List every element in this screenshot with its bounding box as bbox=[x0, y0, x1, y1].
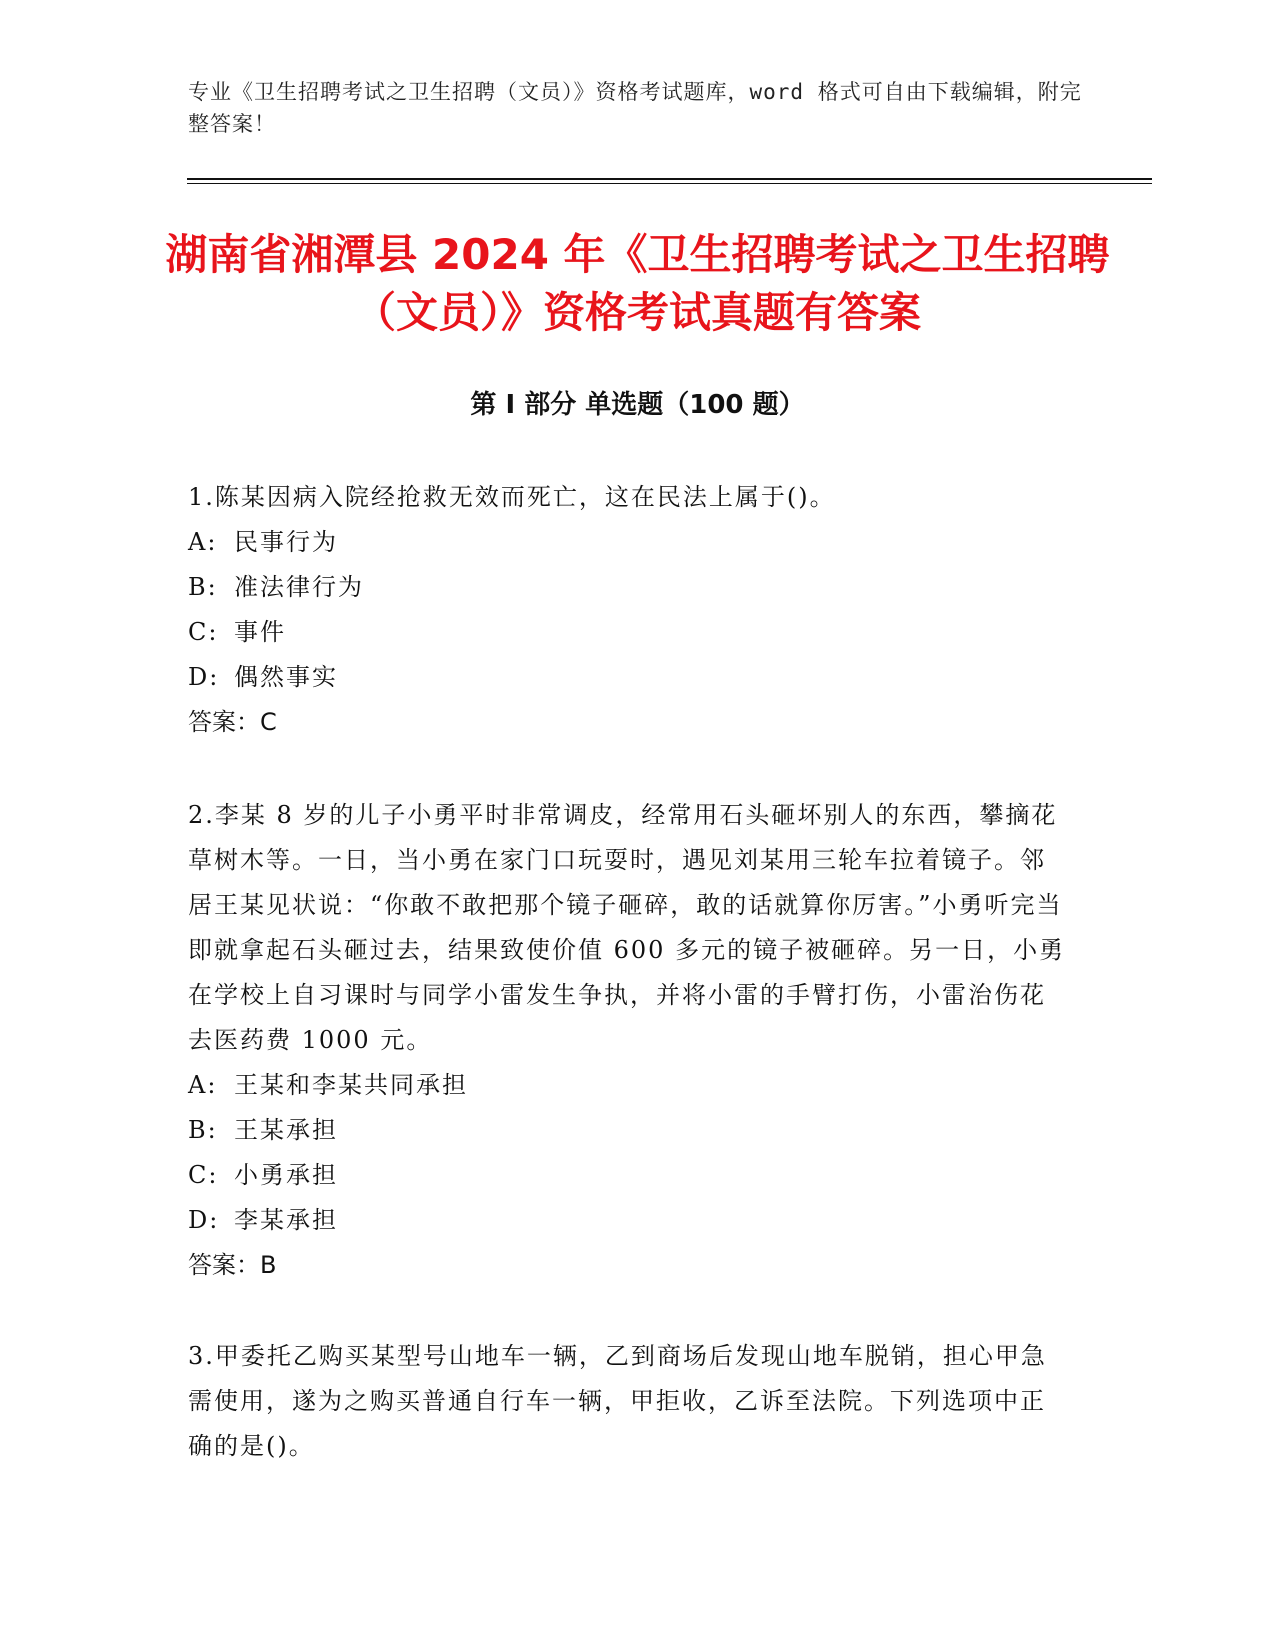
option-text: 民事行为 bbox=[234, 528, 338, 556]
option-letter: C: bbox=[188, 618, 219, 646]
section-title: 第 I 部分 单选题（100 题） bbox=[470, 390, 805, 420]
option-letter: B: bbox=[188, 573, 218, 601]
option-letter: D: bbox=[188, 1206, 220, 1234]
option-a bbox=[188, 1063, 1068, 1108]
option-letter: A: bbox=[188, 528, 218, 556]
option-text: 王某承担 bbox=[234, 1116, 338, 1144]
option-letter: A: bbox=[188, 1071, 218, 1099]
option-d bbox=[188, 655, 1068, 700]
option-b bbox=[188, 565, 1068, 610]
header-note: 专业《卫生招聘考试之卫生招聘（文员）》资格考试题库，word 格式可自由下载编辑，附完整答案！ bbox=[188, 80, 1082, 136]
question-2 bbox=[188, 793, 1068, 1288]
option-text: 小勇承担 bbox=[234, 1161, 338, 1189]
option-c bbox=[188, 1153, 1068, 1198]
answer-line: 答案：B bbox=[188, 1251, 277, 1279]
option-letter: B: bbox=[188, 1116, 218, 1144]
option-text: 偶然事实 bbox=[234, 663, 338, 691]
question-stem: 1.陈某因病入院经抢救无效而死亡，这在民法上属于()。 bbox=[188, 483, 836, 511]
option-letter: D: bbox=[188, 663, 220, 691]
question-1 bbox=[188, 475, 1068, 745]
option-letter: C: bbox=[188, 1161, 219, 1189]
option-text: 准法律行为 bbox=[234, 573, 364, 601]
option-text: 李某承担 bbox=[234, 1206, 338, 1234]
option-text: 王某和李某共同承担 bbox=[234, 1071, 468, 1099]
question-3 bbox=[188, 1334, 1068, 1469]
option-text: 事件 bbox=[234, 618, 286, 646]
answer-line: 答案：C bbox=[188, 708, 277, 736]
option-d bbox=[188, 1198, 1068, 1243]
question-stem: 2.李某 8 岁的儿子小勇平时非常调皮，经常用石头砸坏别人的东西，攀摘花草树木等。一日，当小勇在家门口玩耍时，遇见刘某用三轮车拉着镜子。邻居王某见状说：“你敢不敢把那个镜子砸碎，敢的话就算你厉害。”小勇听完当即就拿起石头砸过去，结果致使价值 600 多元的镜子被砸碎。另一日，小勇在学校上自习课时与同学小雷发生争执，并将小雷的手臂打伤，小雷治伤花去医药费 1000 元。 bbox=[188, 801, 1066, 1054]
header-rule-thick bbox=[187, 178, 1152, 180]
document-title: 湖南省湘潭县 2024 年《卫生招聘考试之卫生招聘（文员）》资格考试真题有答案 bbox=[165, 230, 1110, 337]
header-rule-thin bbox=[187, 183, 1152, 184]
option-b bbox=[188, 1108, 1068, 1153]
question-stem: 3.甲委托乙购买某型号山地车一辆，乙到商场后发现山地车脱销，担心甲急需使用，遂为之购买普通自行车一辆，甲拒收，乙诉至法院。下列选项中正确的是()。 bbox=[188, 1342, 1047, 1460]
option-c bbox=[188, 610, 1068, 655]
option-a bbox=[188, 520, 1068, 565]
